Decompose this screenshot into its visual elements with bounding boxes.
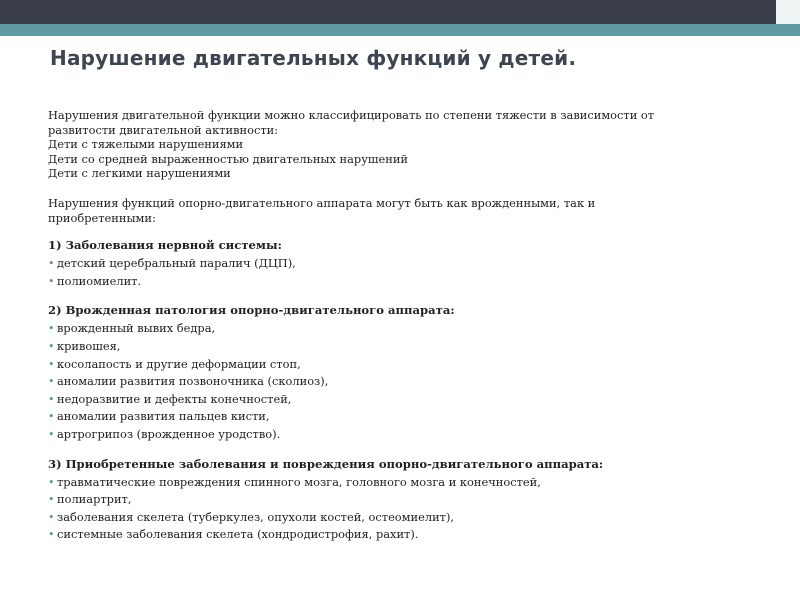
header-bar-teal: [0, 24, 800, 36]
list-item: • аномалии развития позвоночника (сколиоз),: [48, 373, 768, 391]
bullet-icon: •: [48, 475, 55, 489]
para2-line-2: приобретенными:: [48, 210, 156, 225]
intro-item-2: Дети со средней выраженностью двигательных нарушений: [48, 151, 409, 166]
section-list-2: [48, 320, 768, 443]
section-heading-3: 3) Приобретенные заболевания и повреждения опорно-двигательного аппарата:: [48, 456, 604, 471]
bullet-icon: •: [48, 427, 55, 441]
section-list-1: [48, 255, 768, 290]
bullet-icon: •: [48, 322, 55, 336]
list-item: • детский церебральный паралич (ДЦП),: [48, 255, 768, 273]
list-item: • недоразвитие и дефекты конечностей,: [48, 391, 768, 409]
bullet-icon: •: [48, 357, 55, 371]
list-item: • полиартрит,: [48, 491, 768, 509]
bullet-icon: •: [48, 375, 55, 389]
list-item: • врожденный вывих бедра,: [48, 320, 768, 338]
list-item: • артрогрипоз (врожденное уродство).: [48, 426, 768, 444]
para2-line-1: Нарушения функций опорно-двигательного аппарата могут быть как врожденными, так и: [48, 195, 596, 210]
bullet-icon: •: [48, 274, 55, 288]
section-heading-1: 1) Заболевания нервной системы:: [48, 238, 282, 253]
bullet-icon: •: [48, 510, 55, 524]
bullet-icon: •: [48, 493, 55, 507]
bullet-icon: •: [48, 257, 55, 271]
intro-item-3: Дети с легкими нарушениями: [48, 166, 231, 181]
list-item: • полиомиелит.: [48, 273, 768, 291]
slide-title: Нарушение двигательных функций у детей.: [50, 46, 577, 70]
bullet-icon: •: [48, 392, 55, 406]
list-item: • кривошея,: [48, 338, 768, 356]
list-item: • системные заболевания скелета (хондродистрофия, рахит).: [48, 526, 768, 544]
header-bar-dark: [0, 0, 776, 24]
section-list-3: [48, 474, 768, 544]
list-item: • аномалии развития пальцев кисти,: [48, 408, 768, 426]
intro-item-1: Дети с тяжелыми нарушениями: [48, 137, 244, 152]
header-bar-accent: [776, 0, 800, 24]
bullet-icon: •: [48, 528, 55, 542]
list-item: • косолапость и другие деформации стоп,: [48, 356, 768, 374]
section-heading-2: 2) Врожденная патология опорно-двигательного аппарата:: [48, 303, 455, 318]
slide-content: [48, 108, 768, 544]
bullet-icon: •: [48, 339, 55, 353]
bullet-icon: •: [48, 410, 55, 424]
intro-line-1: Нарушения двигательной функции можно классифицировать по степени тяжести в зависимости от: [48, 108, 655, 122]
list-item: • травматические повреждения спинного мозга, головного мозга и конечностей,: [48, 474, 768, 492]
intro-line-2: развитости двигательной активности:: [48, 122, 279, 137]
list-item: • заболевания скелета (туберкулез, опухоли костей, остеомиелит),: [48, 509, 768, 527]
